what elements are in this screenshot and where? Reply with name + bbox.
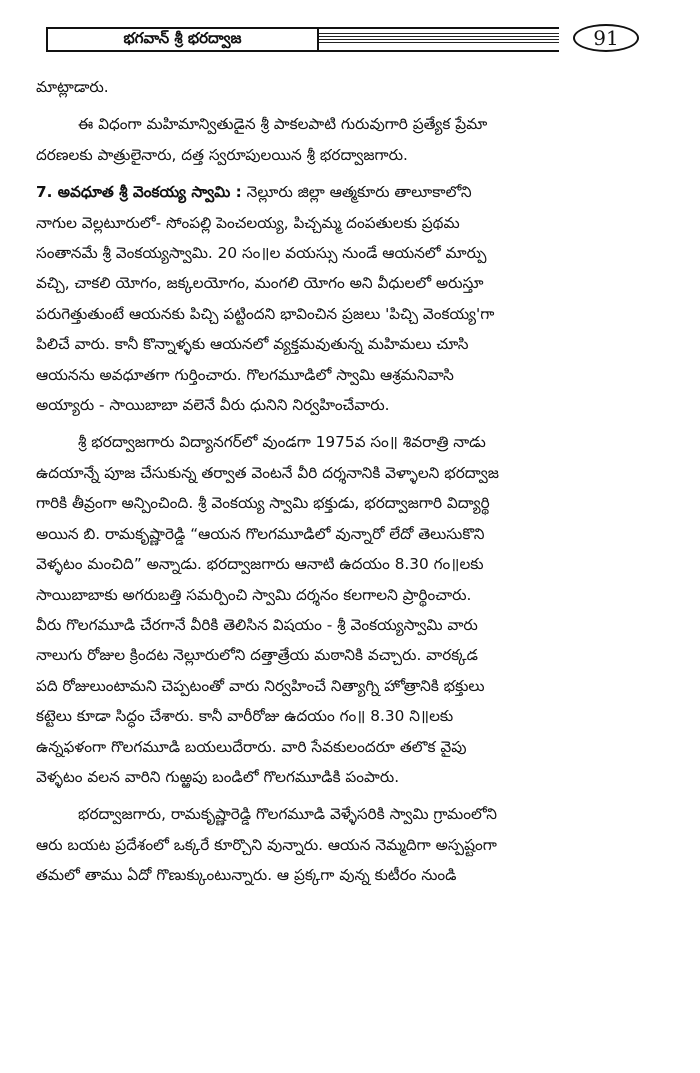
- paragraph-text: నెల్లూరు జిల్లా ఆత్మకూరు తాలూకాలోని నాగుల వెల్లటూరులో- సోంపల్లి పెంచలయ్య, పిచ్చమ్మ దంపతులకు ప్రథమ సంతానమే శ్రీ వెంకయ్యస్వామి. 20 సం॥ల వయస్సు నుండే ఆయనలో మార్పు వచ్చి, చాకలి యోగం, జక్కలయోగం, మంగలి యోగం అని వీధులలో అరుస్తూ పరుగెత్తుతుంటే ఆయనకు పిచ్చి పట్టిందని భావించిన ప్రజలు 'పిచ్చి వెంకయ్య'గా పిలిచే వారు. కానీ కొన్నాళ్ళకు ఆయనలో వ్యక్తమవుతున్న మహిమలు చూసి ఆయనను అవధూతగా గుర్తించారు. గొలగమూడిలో స్వామి ఆశ్రమనివాసి అయ్యారు - సాయిబాబా వలెనే వీరు ధునిని నిర్వహించేవారు.: [36, 183, 495, 415]
- header-title-box: [46, 27, 319, 52]
- running-header: [46, 27, 654, 53]
- paragraph-continuation: [36, 72, 656, 102]
- page-number-frame: [559, 24, 654, 54]
- paragraph-text: మాట్లాడారు.: [36, 78, 109, 96]
- header-decorative-stripes: [319, 33, 559, 45]
- book-title: భగవాన్ శ్రీ భరద్వాజ: [123, 28, 242, 47]
- paragraph: [36, 427, 656, 792]
- section-heading: 7. అవధూత శ్రీ వెంకయ్య స్వామి :: [36, 183, 242, 202]
- paragraph-text: ఈ విధంగా మహిమాన్వితుడైన శ్రీ పాకలపాటి గురువుగారి ప్రత్యేక ప్రేమా దరణలకు పాత్రులైనారు, దత్త స్వరూపులయిన శ్రీ భరద్వాజగారు.: [36, 115, 488, 164]
- page-number: 91: [593, 26, 619, 50]
- paragraph-text: శ్రీ భరద్వాజగారు విద్యానగర్‌లో వుండగా 1975వ సం॥ శివరాత్రి నాడు ఉదయాన్నే పూజ చేసుకున్న తర్వాత వెంటనే వీరి దర్శనానికి వెళ్ళాలని భరద్వాజ గారికి తీవ్రంగా అన్పించింది. శ్రీ వెంకయ్య స్వామి భక్తుడు, భరద్వాజగారి విద్యార్థి అయిన బి. రామకృష్ణారెడ్డి “ఆయన గొలగమూడిలో వున్నారో లేదో తెలుసుకొని వెళ్ళటం మంచిది” అన్నాడు. భరద్వాజగారు ఆనాటి ఉదయం 8.30 గం॥లకు సాయిబాబాకు అగరుబత్తి సమర్పించి స్వామి దర్శనం కలగాలని ప్రార్థించారు. వీరు గొలగమూడి చేరగానే వీరికి తెలిసిన విషయం - శ్రీ వెంకయ్యస్వామి వారు నాలుగు రోజుల క్రిందట నెల్లూరులోని దత్తాత్రేయ మఠానికి వచ్చారు. వారక్కడ పది రోజులుంటామని చెప్పటంతో వారు నిర్వహించే నిత్యాగ్ని హోత్రానికి భక్తులు కట్టెలు కూడా సిద్ధం చేశారు. కానీ వారీరోజు ఉదయం గం॥ 8.30 ని॥లకు ఉన్నఫళంగా గొలగమూడి బయలుదేరారు. వారి సేవకులందరూ తలొక వైపు వెళ్ళటం వలన వారిని గుఱ్ఱపు బండిలో గొలగమూడికి పంపారు.: [36, 433, 499, 786]
- body-text: [36, 72, 656, 891]
- page-number-oval: [573, 24, 639, 52]
- paragraph: [36, 109, 656, 170]
- paragraph-text: భరద్వాజగారు, రామకృష్ణారెడ్డి గొలగమూడి వెళ్ళేసరికి స్వామి గ్రామంలోని ఆరు బయట ప్రదేశంలో ఒక్కరే కూర్చొని వున్నారు. ఆయన నెమ్మదిగా అస్పష్టంగా తమలో తాము ఏదో గొణుక్కుంటున్నారు. ఆ ప్రక్కగా వున్న కుటీరం నుండి: [36, 805, 498, 885]
- paragraph: [36, 799, 656, 890]
- section-paragraph: [36, 177, 656, 420]
